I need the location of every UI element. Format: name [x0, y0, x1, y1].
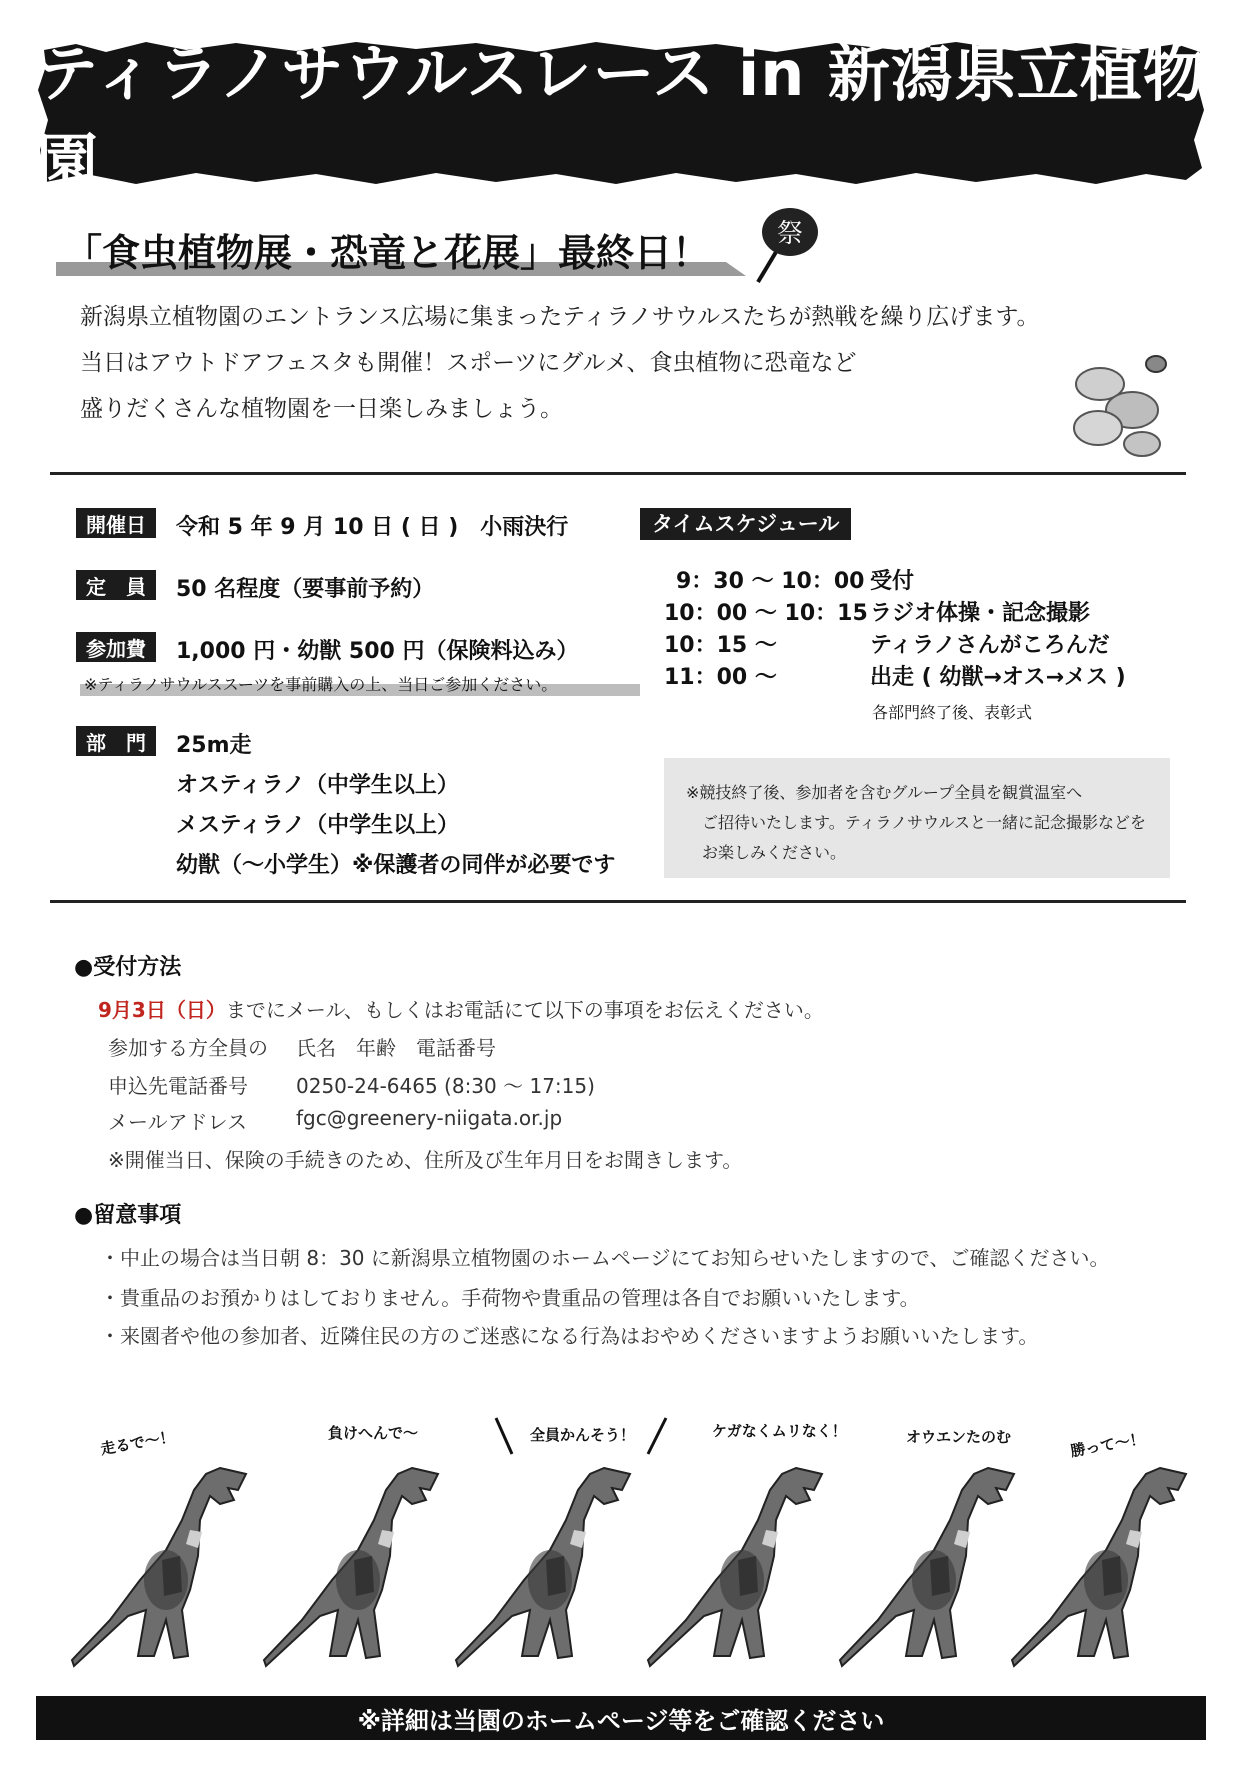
- date-tag: 開催日: [76, 508, 156, 538]
- reception-heading: ●受付方法: [74, 955, 182, 980]
- reception-label: 申込先電話番号: [108, 1074, 248, 1098]
- divisions-tag: 部 門: [76, 726, 156, 756]
- notice-line: お楽しみください。: [702, 843, 847, 862]
- reception-value: 氏名 年齢 電話番号: [296, 1036, 496, 1060]
- caution-item: ・来園者や他の参加者、近隣住民の方のご迷惑になる行為はおやめくださいますようお願いいたします。: [100, 1324, 1039, 1348]
- deadline-text: までにメール、もしくはお電話にて以下の事項をお伝えください。: [225, 998, 824, 1022]
- uchiwa-fan-icon: [750, 206, 820, 286]
- venus-flytrap-illustration: [1060, 344, 1180, 464]
- caution-item: ・貴重品のお預かりはしておりません。手荷物や貴重品の管理は各自でお願いいたします。: [100, 1286, 920, 1310]
- dino-caption: オウエンたのむ: [906, 1428, 1012, 1446]
- schedule-event: 出走 ( 幼獣→オス→メス ): [870, 665, 1126, 690]
- schedule-tag: タイムスケジュール: [640, 508, 851, 540]
- fee-value: 1,000 円・幼獣 500 円（保険料込み）: [176, 639, 579, 664]
- schedule-event: ラジオ体操・記念撮影: [870, 601, 1091, 626]
- divider-bottom: [50, 900, 1186, 903]
- intro-line-2: 当日はアウトドアフェスタも開催！スポーツにグルメ、食虫植物に恐竜など: [80, 350, 857, 376]
- dino-caption: 走るで～！: [99, 1427, 176, 1459]
- division-item: メスティラノ（中学生以上）: [176, 813, 460, 838]
- date-value: 令和 5 年 9 月 10 日 ( 日 ) 小雨決行: [176, 515, 569, 540]
- dino-caption: 負けへんで～: [328, 1424, 419, 1442]
- dino-caption: ケガなくムリなく！: [712, 1422, 847, 1440]
- schedule-event: 受付: [870, 569, 915, 594]
- notice-line: ご招待いたします。ティラノサウルスと一緒に記念撮影などを: [702, 813, 1147, 832]
- title-banner: [36, 37, 1206, 199]
- intro-line-1: 新潟県立植物園のエントランス広場に集まったティラノサウルスたちが熱戦を繰り広げます。: [80, 304, 1040, 330]
- dino-caption: 勝って～！: [1069, 1429, 1147, 1461]
- reception-deadline-line: [98, 994, 824, 1023]
- capacity-value: 50 名程度（要事前予約）: [176, 577, 435, 602]
- schedule-after-note: 各部門終了後、表彰式: [872, 703, 1033, 722]
- fee-tag: 参加費: [76, 632, 156, 662]
- intro-line-3: 盛りだくさんな植物園を一日楽しみましょう。: [80, 396, 563, 422]
- fee-note: ※ティラノサウルススーツを事前購入の上、当日ご参加ください。: [84, 675, 558, 694]
- reception-label: 参加する方全員の: [108, 1036, 268, 1060]
- notice-box: [664, 758, 1170, 878]
- capacity-tag: 定 員: [76, 570, 156, 600]
- schedule-time: 10：15 ～: [664, 633, 777, 658]
- notice-line: ※競技終了後、参加者を含むグループ全員を観賞温室へ: [686, 783, 1083, 802]
- schedule-event: ティラノさんがころんだ: [870, 633, 1110, 658]
- reception-note: ※開催当日、保険の手続きのため、住所及び生年月日をお聞きします。: [108, 1148, 743, 1172]
- trex-costume-illustration: [70, 1460, 250, 1675]
- fan-char: 祭: [776, 219, 804, 249]
- trex-costume-illustration: [454, 1460, 634, 1675]
- schedule-time: 10：00 ～ 10：15: [664, 601, 868, 626]
- caution-item: ・中止の場合は当日朝 8：30 に新潟県立植物園のホームページにてお知らせいたしますので、ご確認ください。: [100, 1246, 1110, 1270]
- reception-label: メールアドレス: [108, 1110, 247, 1134]
- trex-costume-illustration: [262, 1460, 442, 1675]
- division-item: オスティラノ（中学生以上）: [176, 773, 459, 798]
- divider-top: [50, 472, 1186, 475]
- division-item: 幼獣（～小学生）※保護者の同伴が必要です: [176, 853, 616, 878]
- trex-costume-illustration: [838, 1460, 1018, 1675]
- shout-marks: [490, 1414, 670, 1464]
- schedule-time: 9：30 ～ 10：00: [676, 569, 865, 594]
- dino-caption: 全員かんそう！: [530, 1426, 636, 1444]
- cautions-heading: ●留意事項: [74, 1203, 182, 1228]
- reception-value: 0250-24-6465 (8:30 ～ 17:15): [296, 1074, 595, 1098]
- email-link[interactable]: fgc@greenery-niigata.or.jp: [296, 1106, 563, 1130]
- bee-icon: [1146, 356, 1166, 372]
- page-title: ティラノサウルスレース in 新潟県立植物園: [36, 37, 1206, 199]
- trex-costume-illustration: [646, 1460, 826, 1675]
- footer-banner: ※詳細は当園のホームページ等をご確認ください: [36, 1696, 1206, 1740]
- deadline-date: 9月3日（日）: [98, 998, 226, 1022]
- division-item: 25m走: [176, 733, 252, 758]
- trex-costume-illustration: [1010, 1460, 1190, 1675]
- subtitle: 「食虫植物展・恐竜と花展」最終日！: [64, 231, 711, 275]
- schedule-time: 11：00 ～: [664, 665, 777, 690]
